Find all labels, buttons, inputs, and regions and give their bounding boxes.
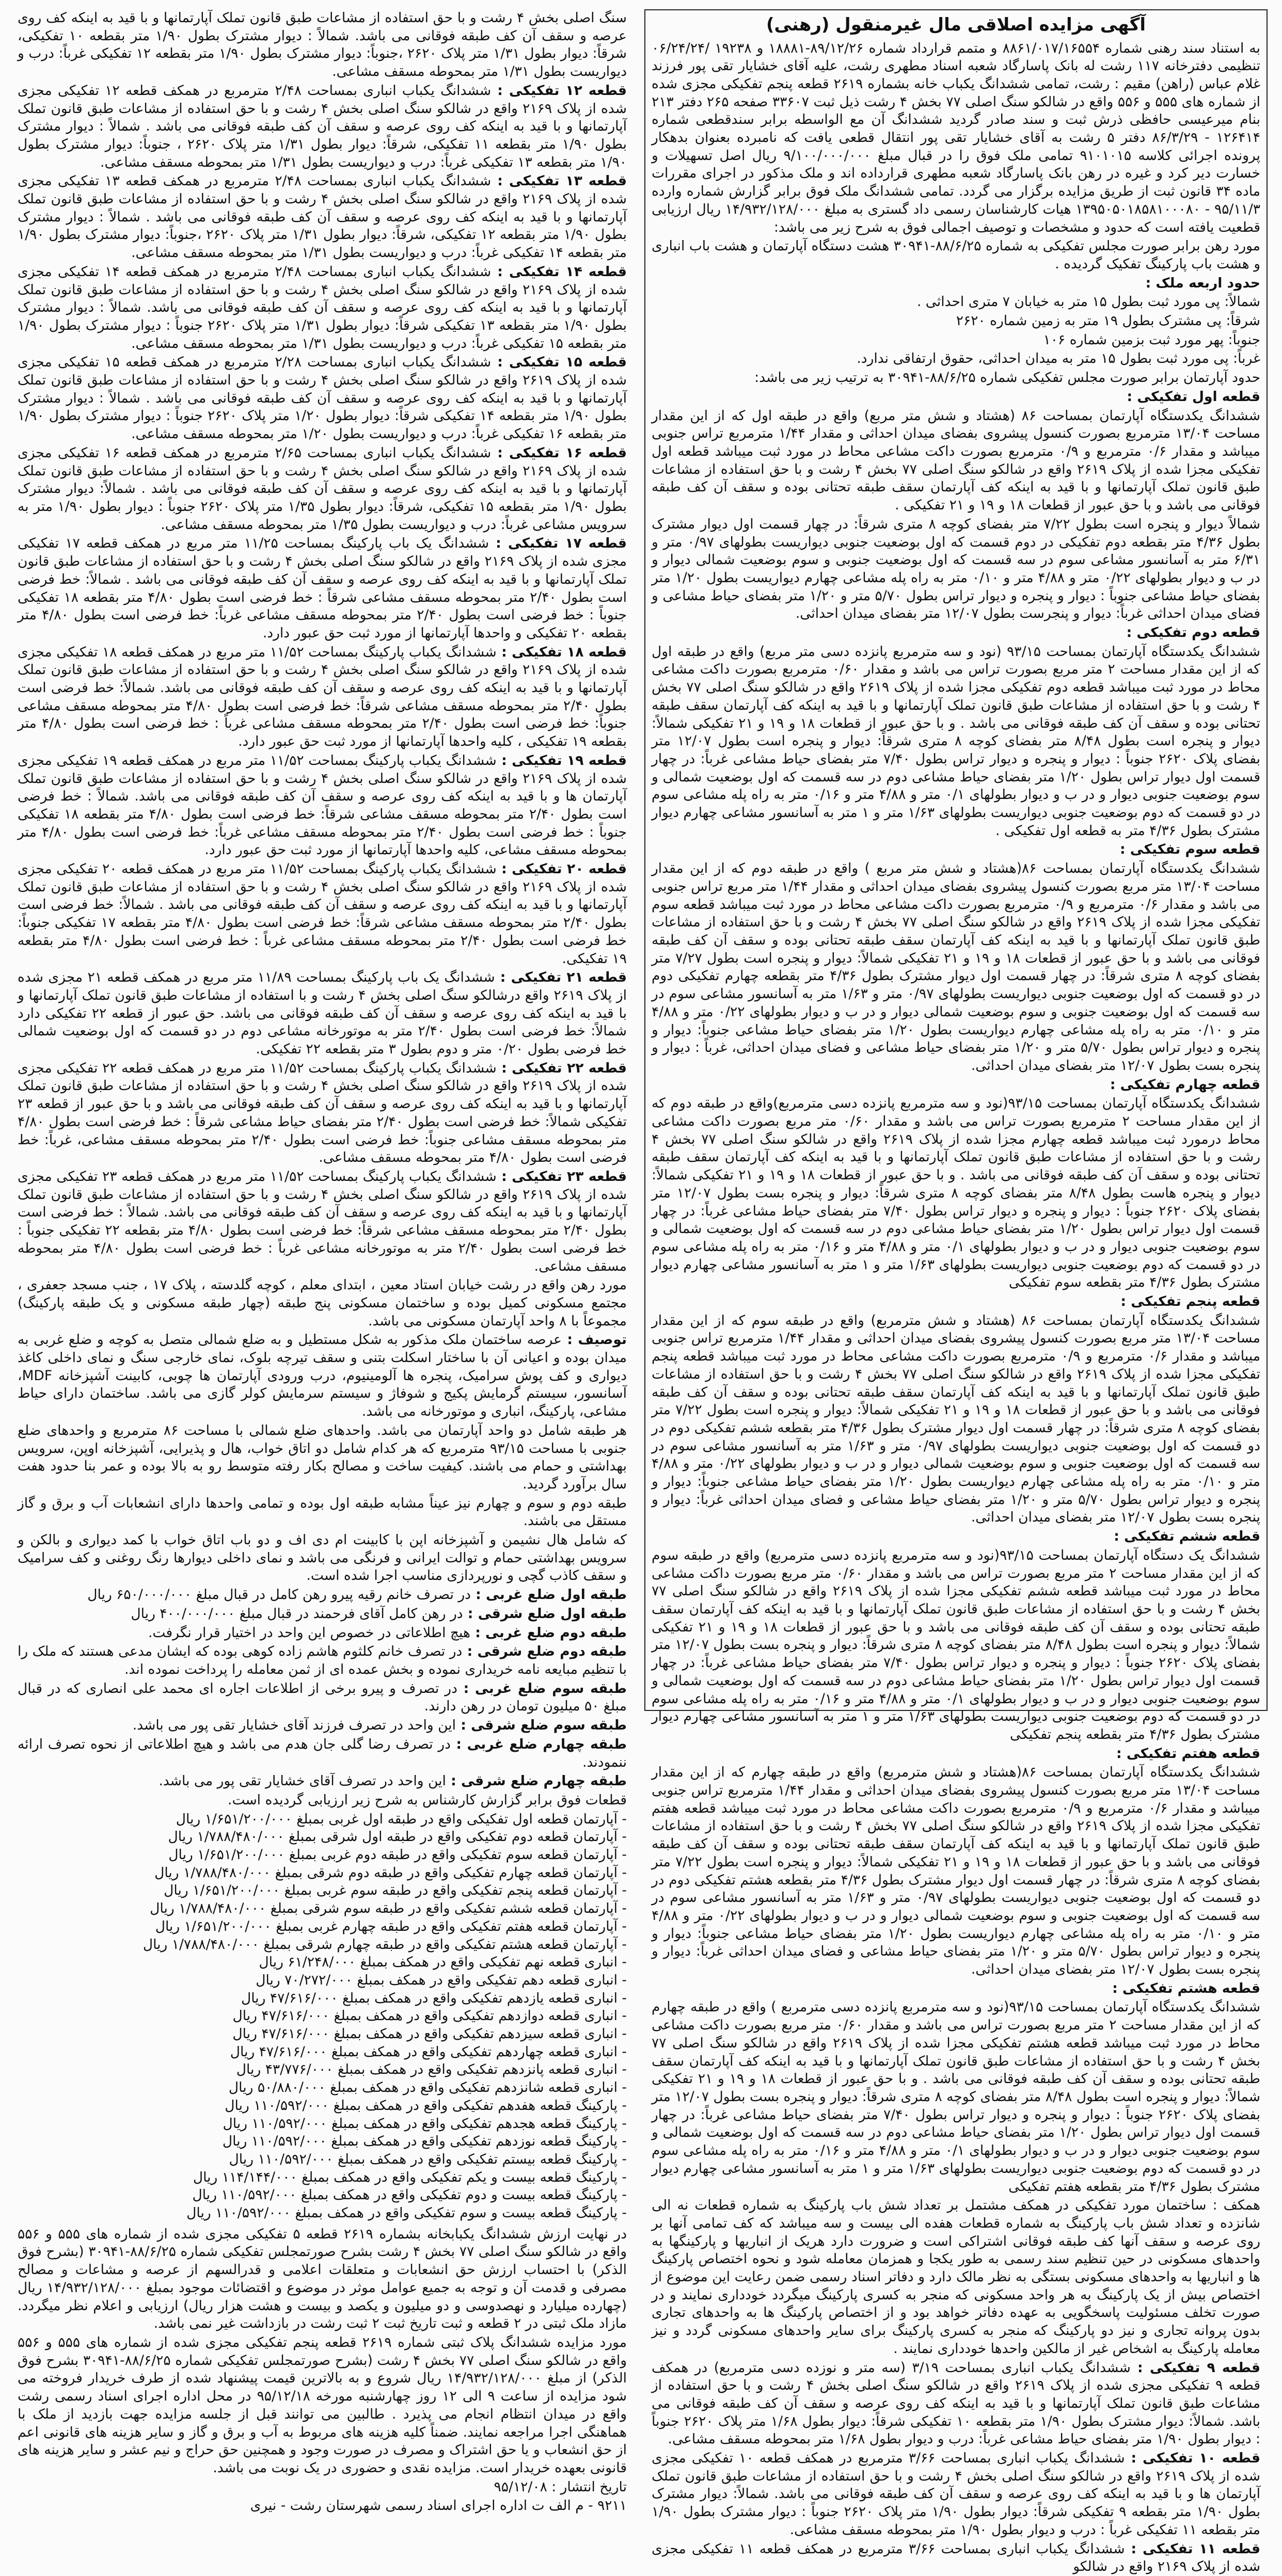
price-item: - پارکینگ قطعه بیست و یکم تفکیکی واقع در همکف بمبلغ ۱۱۴/۱۴۴/۰۰۰ ریال [193,2169,627,2185]
price-item: - آپارتمان قطعه اول تفکیکی واقع در طبقه اول غربی بمبلغ ۱/۶۵۱/۲۰۰/۰۰۰ ریال [176,1811,627,1827]
section-paragraph [652,2540,1260,2576]
section-heading: قطعه ۱۲ تفکیکی : [491,82,627,99]
section-text: ششدانگ یکباب انباری بمساحت ۲/۴۸ مترمربع در همکف قطعه ۱۴ تفکیکی مجزی شده از پلاک ۲۱۶۹ واقع در شالکو سنگ اصلی بخش ۴ رشت و با حق استفاده از مشاعات طبق قانون تملک آپارتمانها و با قید به اینکه کف روی عرصه و سقف آن کف طبقه فوقانی می باشد. شمالاً : دیوار مشترک بطول ۱/۹۰ متر بقطعه ۱۳ تفکیکی شرقاً: دیوار بطول ۱/۳۱ متر پلاک ۲۶۲۰ جنوباً : دیوار مشترک بطول ۱/۹۰ متر بقطعه ۱۵ تفکیکی غرباً: درب و دیواریست بطول ۱/۳۱ متر بمحوطه مسقف مشاعی. [18,263,627,351]
price-item: - پارکینگ قطعه بیست و سوم تفکیکی واقع در همکف بمبلغ ۱۱۰/۵۹۲/۰۰۰ ریال [186,2205,627,2221]
section-heading: قطعه ۲۱ تفکیکی : [495,969,627,986]
section-heading: طبقه سوم ضلع شرقی : [456,1717,627,1734]
paragraph: جنوباً: پهر مورد ثبت بزمین شماره ۱۰۶ [1043,331,1260,348]
price-item: - آپارتمان قطعه چهارم تفکیکی واقع در طبقه دوم شرقی بمبلغ ۱/۷۸۸/۴۸۰/۰۰۰ ریال [154,1864,627,1881]
section-heading: طبقه دوم ضلع شرقی : [462,1643,627,1660]
section-heading: طبقه چهارم ضلع غربی : [450,1736,627,1752]
section-heading: توصیف : [561,1332,627,1348]
section-text: این واحد در تصرف آقای خشایار تقی پور می باشد. [159,1773,446,1789]
page-title: آگهی مزایده اصلاقی مال غیرمنقول (رهنی) [766,14,1146,35]
paragraph: به استناد سند رهنی شماره ۸۸۶۱/۰۱۷/۱۶۵۵۴ و متمم قرارداد شماره ۸۹/۱۲/۲۶-۱۸۸۸۱ و ۱۹۲۳۸ /۰۶/۲۴/۲۴ تنظیمی دفترخانه ۱۱۷ رشت له بانک پاسارگاد شعبه اسناد مطهری رشت، علیه آقای خشایار تقی پور فرزند غلام عباس (راهن) مقیم : رشت، تمامی ششدانگ یکباب خانه بشماره ۲۶۱۹ قطعه پنجم تفکیکی مجزی شده از شماره های ۵۵۵ و ۵۵۶ واقع در شالکو سنگ اصلی ۷۷ بخش ۴ رشت ذیل ثبت ۳۳۶۰۷ صفحه ۲۶۵ دفتر ۲۱۳ بنام میرعیسی حافظی ذرش ثبت و سند صادر گردید ششدانگ آن مع الواسطه برابر سندقطعی شماره ۱۲۶۴۱۴ - ۸۶/۳/۲۹ دفتر ۵ رشت به آقای خشایار تقی پور انتقال قطعی یافت که نامبرده بعنوان بدهکار پرونده اجرائی کلاسه ۹۱۰۱۰۱۵ تمامی ملک فوق را در قبال مبلغ ۹/۱۰۰/۰۰۰/۰۰۰ ریال اصل تسهیلات و خسارت دیر کرد و غیره در رهن بانک پاسارگاد شعبه مطهری قرارداده اند و ملک مذکور در اجرای مقررات ماده ۳۴ قانون ثبت از طریق مزایده برگزار می گردد. تمامی ششدانگ ملک فوق برابر گزارش شماره وارده ۹۵/۱۱/۳ - ۱۳۹۵۰۵۰۱۸۵۸۱۰۰۰۸۰ هیات کارشناسان رسمی داد گستری به مبلغ ۱۴/۹۳۲/۱۲۸/۰۰۰ ریال ارزیابی قطعیت یافته است که حدود و مشخصات و توصیف اجمالی فوق به شرح زیر می باشد: [652,40,1260,235]
section-text: ششدانگ یکباب پارکینگ بمساحت ۱۱/۵۲ متر مربع در همکف قطعه ۱۸ تفکیکی مجزی شده از پلاک ۲۱۶۹ واقع در شالکو سنگ اصلی بخش ۴ رشت و با حق استفاده از مشاعات طبق قانون تملک آپارتمانها و با قید به اینکه کف روی عرصه و سقف آن کف طبقه فوقانی می باشد. شمالاً: خط فرضی است بطول ۲/۴۰ متر بمحوطه مسقف مشاعی شرقاً: خط فرضی است بطول ۴/۸۰ متر بمحوطه مسقف مشاعی جنوباً: خط فرضی است بطول ۲/۴۰ متر بمحوطه مسقف مشاعی غرباً : خط فرضی است بطول ۴/۸۰ متر بقطعه ۱۹ تفکیکی ، کلیه واحدها آپارتمانها از مورد ثبت حق عبور دارد. [18,644,627,750]
paragraph: که شامل هال نشیمن و آشپزخانه اپن با کابینت ام دی اف و دو باب اتاق خواب با کمد دیواری و بالکن و سرویس بهداشتی حمام و توالت ایرانی و فرنگی می باشد و نمای داخلی دیوارها رنگ روغنی و کف سرامیک و سقف کاذب گچی و نورپردازی مناسب اجرا شده است. [18,1532,627,1584]
section-text: ششدانگ یکباب انباری بمساحت ۲/۲۸ مترمربع در همکف قطعه ۱۵ تفکیکی مجزی شده از پلاک ۲۶۱۹ واقع در شالکو سنگ اصلی بخش ۴ رشت و با حق استفاده از مشاعات طبق قانون تملک آپارتمانها و با قید به اینکه کف روی عرصه و سقف آن کف طبقه فوقانی می باشد . شمالاً : دیوار مشترک بطول ۱/۹۰ متر بقطعه ۱۴ تفکیکی شرقاً: دیوار بطول ۱/۲۰ متر پلاک ۲۶۲۰ جنوباً : دیوار مشترک بطول ۱/۹۰ متر بقطعه ۱۶ تفکیکی غرباً: درب و دیواریست بطول ۱/۲۰ متر بمحوطه مسقف مشاعی. [18,354,627,442]
section-paragraph [18,1717,627,1735]
section-text: ششدانگ یکباب انباری بمساحت ۲/۴۸ مترمربع در همکف قطعه ۱۳ تفکیکی مجزی شده از پلاک ۲۱۶۹ واقع در شالکو سنگ اصلی بخش ۴ رشت و با حق استفاده از مشاعات طبق قانون تملک آپارتمانها و با قید به اینکه کف روی عرصه و سقف آن کف طبقه فوقانی می باشد . شمالاً : دیوار مشترک بطول ۱/۹۰ متر بقطعه ۱۲ تفکیکی، شرقاً: دیوار بطول ۱/۳۱ متر پلاک ۲۶۲۰ ،جنوباً: دیوار مشترک بطول ۱/۹۰ متر بقطعه ۱۴ تفکیکی غرباً: درب و دیواریست بطول ۱/۳۱ متر بمحوطه مسقف مشاعی. [18,173,627,261]
price-item: - پارکینگ قطعه بیست و دوم تفکیکی واقع در همکف بمبلغ ۱۱۰/۵۹۲/۰۰۰ ریال [192,2187,627,2203]
paragraph: ششدانگ یکدستگاه آپارتمان بمساحت ۹۳/۱۵(نود و سه مترمربع پانزده دسی مترمربع ) واقع در طبقه چهارم که از این مقدار مساحت ۲ متر مربع بصورت تراس می باشد و مقدار ۰/۶۰ متر مربع بصورت داکت مشاعی محاط در مورد ثبت میباشد قطعه هشتم تفکیکی مجزا شده از پلاک ۲۶۱۹ واقع در شالکو سنگ اصلی ۷۷ بخش ۴ رشت و با حق استفاده از مشاعات طبق قانون تملک آپارتمانها و با قید به اینکه کف آپارتمان سقف طبقه تحتانی بوده و سقف آن کف طبقه فوقانی می باشد . و با حق عبور از قطعات ۱۸ و ۱۹ و ۲۱ تفکیکی شمالاً: دیوار و پنجره است بطول ۸/۴۸ متر بفضای کوچه ۸ متری شرقاً: دیوار و پنجره بست بطول ۱۲/۰۷ متر بفضای پلاک ۲۶۲۰ جنوباً : دیوار و پنجره و دیوار تراس بطول ۷/۴۰ متر بفضای حیاط مشاعی غرباً: در چهار قسمت اول دیوار تراس بطول ۱/۲۰ متر بفضای حیاط مشاعی دوم در سه قسمت که اول بوضعیت شمالی و سوم بوضعیت جنوبی دیوار و در ب و دیوار بطولهای ۰/۱ متر و ۴/۸۸ متر و ۰/۱۶ متر به راه پله مشاعی سوم در دو قسمت که دوم بوضعیت جنوبی دیواریست بطولهای ۱/۶۳ متر و ۱ متر به آسانسور مشاعی چهارم دیوار مشترک بطول ۴/۳۶ متر بقطعه هفتم تفکیکی [652,1999,1261,2195]
section-text: هیچ اطلاعاتی در خصوص این واحد در اختیار قرار نگرفت. [148,1624,470,1641]
section-paragraph [18,1736,627,1771]
paragraph: مورد مزایده ششدانگ پلاک ثبتی شماره ۲۶۱۹ قطعه پنجم تفکیکی مجزی شده از شماره های ۵۵۵ و ۵۵۶ واقع در شالکو سنگ اصلی ۷۷ بخش ۴ رشت (بشرح صورتمجلس تفکیکی شماره ۸۸/۶/۲۵-۳۰۹۴۱ بشرح فوق الذکر) از مبلغ ۱۴/۹۳۲/۱۲۸/۰۰۰ ریال شروع و به بالاترین قیمت پیشنهاد شده از طرف خریدار فروخته می شود مزایده از ساعت ۹ الی ۱۲ روز چهارشنبه مورخه ۹۵/۱۲/۱۸ در محل اداره اجرای اسناد رسمی رشت واقع در میدان انتظام انجام می پذیرد . طالبین می توانند قبل از جلسه مزایده جهت بازدید از ملک با هماهنگی اجرا مراجعه نمایند. ضمناً کلیه هزینه های مربوط به آب و برق و گاز و سایر هزینه های قانونی اعم از حق انشعاب و یا حق اشتراک و مصرف در صورت وجود و همچنین حق حراج و نیم عشر و سایر هزینه های قانونی بعهده خریدار است. مزایده نقدی و حضوری در یک نوبت می باشد. [18,2334,627,2476]
section-heading: طبقه سوم ضلع غربی : [457,1680,627,1697]
section-paragraph [18,1643,627,1678]
section-paragraph [18,1680,627,1716]
section-paragraph [18,82,627,172]
section-paragraph [18,1624,627,1642]
section-paragraph [18,860,627,968]
paragraph: همکف : ساختمان مورد تفکیکی در همکف مشتمل بر تعداد شش باب پارکینگ به شماره قطعات نه الی شانزده و تعداد شش باب پارکینگ به شماره قطعات هفده الی بیست و سه میباشد که کف تمامی آنها بر روی عرصه و سقف آنها کف طبقه فوقانی اشتراکی است و ضرورت دارد هریک از انباریها و پارکینگها به واحدهای مسکونی در حین تنظیم سند رسمی به طور یکجا و همزمان معامله شود و نحوه اختصاص پارکینگ ها و انباریها به واحدهای مسکونی بستگی به نظر مالک دارد و دفاتر اسناد رسمی ضمن رعایت این موضوع از اختصاص بیش از یک پارکینگ به هر واحد مسکونی که منجر به کسری پارکینگ میگردد خودداری نمایند و در صورت تخلف مسئولیت پاسخگویی به عهده دفاتر خواهد بود و از اختصاص پارکینگ ها به واحدهای تجاری بدون پروانه تجاری و نیز دو پارکینگ که منجر به کسری پارکینگ برای سایر واحدهای مسکونی گردد و نیز معامله پارکینگ به اشخاص غیر از مالکین واحدها خودداری نمایند . [652,2197,1260,2357]
paragraph: ششدانگ یکدستگاه آپارتمان بمساحت ۹۳/۱۵ (نود و سه مترمربع پانزده دسی متر مربع) واقع در طبقه اول که از این مقدار مساحت ۲ متر مربع بصورت تراس می باشد و مقدار ۰/۶۰ مترمربع بصورت داکت مشاعی محاط در مورد ثبت میباشد قطعه دوم تفکیکی مجزا شده از پلاک ۲۶۱۹ واقع در شالکو سنگ اصلی ۷۷ بخش ۴ رشت و با حق استفاده از مشاعات طبق قانون تملک آپارتمانها و با قید به اینکه کف آپارتمان سقف طبقه تحتانی بوده و سقف آن کف طبقه فوقانی می باشد . و با حق عبور از قطعات ۱۸ و ۱۹ و ۲۱ تفکیکی شمالاً: دیوار و پنجره است بطول ۸/۴۸ متر بفضای کوچه ۸ متری شرقاً: دیوار و پنجره است بطول ۱۲/۰۷ متر بفضای پلاک ۲۶۲۰ جنوباً : دیوار و پنجره و دیوار تراس بطول ۷/۴۰ متر بفضای حیاط مشاعی غرباً: در چهار قسمت اول دیوار تراس بطول ۱/۲۰ متر بفضای حیاط مشاعی دوم در سه قسمت که اول بوضعیت شمالی و سوم بوضعیت جنوبی دیوار و در ب و دیوار بطولهای ۰/۱ متر و ۴/۸۸ متر و ۰/۱۶ متر به راه پله مشاعی سوم در دو قسمت که دوم بوضعیت جنوبی دیواریست بطولهای ۱/۶۳ متر و ۱ متر به آسانسور مشاعی چهارم دیوار مشترک بطول ۴/۳۶ متر به قطعه اول تفکیکی . [652,643,1261,839]
paragraph: طبقه دوم و سوم و چهارم نیز عیناً مشابه طبقه اول بوده و تمامی واحدها دارای انشعابات آب و برق و گاز مستقل می باشند. [18,1495,627,1529]
section-paragraph [18,1168,627,1275]
section-heading: قطعه ۲۲ تفکیکی : [496,1060,627,1076]
section-paragraph [18,172,627,262]
paragraph: شرقاً: پی مشترک بطول ۱۹ متر به زمین شماره ۲۶۲۰ [956,313,1260,329]
section-heading: قطعه سوم تفکیکی : [1119,841,1260,858]
price-item: - آپارتمان قطعه سوم تفکیکی واقع در طبقه دوم غربی بمبلغ ۱/۶۵۱/۲۰۰/۰۰۰ ریال [168,1847,627,1863]
section-heading: حدود اربعه ملک : [1145,275,1260,291]
section-heading: قطعه ۱۳ تفکیکی : [491,173,627,189]
section-text: ششدانگ یکباب انباری بمساحت ۳/۶۶ مترمربع در همکف قطعه ۱۱ تفکیکی مجزی شده از پلاک ۲۱۶۹ واقع در شالکو [652,2540,1260,2575]
price-item: - پارکینگ قطعه بیستم تفکیکی واقع در همکف بمبلغ ۱۱۰/۵۹۲/۰۰۰ ریال [229,2151,627,2167]
section-heading: قطعه ۹ تفکیکی : [1130,2359,1261,2376]
paragraph: قطعات فوق برابر گزارش کارشناس به شرح زیر ارزیابی گردیده است. [228,1791,627,1808]
section-paragraph [18,1331,627,1421]
section-text: در تصرف رضا گلی جان هدم می باشد و هیچ اطلاعاتی از نحوه تصرف ارائه ننمودند. [18,1736,627,1770]
paragraph: شمالاً: پی مورد ثبت بطول ۱۵ متر به خیابان ۷ متری احداثی . [916,294,1260,310]
section-heading: قطعه هشتم تفکیکی : [1112,1980,1260,1996]
section-paragraph [18,644,627,751]
paragraph: هر طبقه شامل دو واحد آپارتمان می باشد. واحدهای ضلع شمالی با مساحت ۸۶ مترمربع و واحدهای ضلع جنوبی با مساحت ۹۳/۱۵ مترمربع که هر کدام شامل دو اتاق خواب، هال و پذیرایی، آشپزخانه اوپن، سرویس بهداشتی و حمام می باشند. کیفیت ساخت و مصالح بکار رفته متوسط رو به بالا بوده و عمر بنا حدود هفت سال برآورد گردید. [18,1422,627,1492]
section-paragraph [652,2359,1260,2449]
section-text: در تصرف خانم کلثوم هاشم زاده کوهی بوده که ایشان مدعی هستند که ملک را با تنظیم مبایعه نامه خریداری نموده و بخش عمده ای از ثمن معامله را پرداخت نموده اند. [18,1643,627,1677]
section-paragraph [18,354,627,443]
section-heading: قطعه ۱۵ تفکیکی : [491,354,627,371]
section-paragraph [18,1772,627,1790]
price-list [18,1811,627,2222]
paragraph: تاریخ انتشار : ۹۵/۱۲/۰۸ [494,2478,627,2495]
paragraph: حدود آپارتمان برابر صورت مجلس تفکیکی شماره ۸۸/۶/۲۵-۳۰۹۴۱ به ترتیب زیر می باشد: [754,370,1260,386]
section-text: ششدانگ یکباب پارکینگ بمساحت ۱۱/۵۲ متر مربع در همکف قطعه ۲۰ تفکیکی مجزی شده از پلاک ۲۱۶۹ واقع در شالکو سنگ اصلی بخش ۴ رشت و با حق استفاده از مشاعات طبق قانون تملک آپارتمانها و با قید به اینکه کف روی عرصه و سقف آن کف طبقه فوقانی می باشد . شمالاً: خط فرضی است بطول ۲/۴۰ متر بمحوطه مسقف مشاعی شرقاً: خط فرضی است بطول ۴/۸۰ متر بقطعه ۱۷ تفکیکی جنوباً: خط فرضی است بطول ۲/۴۰ متر بمحوطه مسقف مشاعی غرباً : خط فرضی است بطول ۴/۸۰ متر بقطعه ۱۹ تفکیکی. [18,861,627,967]
paragraph: ششدانگ یکدستگاه آپارتمان بمساحت ۸۶(هشتاد و شش متر مربع ) واقع در طبقه دوم که از این مقدار مساحت ۱۳/۰۴ متر مربع بصورت کنسول پیشروی بفضای میدان احداثی و مقدار ۱/۴۴ متر مربع تراس جنوبی می باشد و مقدار ۰/۶ مترمربع و ۰/۹ مترمربع بصورت داکت مشاعی محاط در مورد ثبت میباشد قطعه سوم تفکیکی مجزا شده از پلاک ۲۶۱۹ واقع در شالکو سنگ اصلی ۷۷ بخش ۴ رشت و با حق استفاده از مشاعات طبق قانون تملک آپارتمانها و با قید به اینکه کف آپارتمان سقف طبقه تحتانی بوده و سقف آن کف طبقه فوقانی می باشد و با حق عبور از قطعات ۱۸ و ۱۹ و ۲۱ تفکیکی شمالاً: دیوار و پنجره است بطول ۷/۲۷ متر بفضای کوچه ۸ متری شرقاً: در چهار قسمت اول دیوار مشترک بطول ۴/۳۶ متر بقطعه چهارم تفکیکی دوم در دو قسمت که اول بوضعیت جنوبی دیواریست بطولهای ۰/۹۷ متر و ۱/۶۳ متر به آسانسور مشاعی سوم در سه قسمت که اول بوضعیت جنوبی و سوم بوضعیت شمالی دیوار و در ب و دیوار بطولهای ۰/۲۲ متر و ۴/۸۸ متر و ۰/۱۰ متر به راه پله مشاعی چهارم دیواریست بطول ۱/۲۰ متر بفضای حیاط مشاعی جنوباً: دیوار و پنجره و دیوار تراس بطول ۵/۷۰ متر و ۱/۲۰ متر بفضای حیاط مشاعی و فضای میدان احداثی، غرباً : دیوار و پنجره بست بطول ۱۲/۰۷ متر بفضای میدان احداثی. [652,860,1260,1074]
section-text: در تصرف و پیرو برخی از اطلاعات اجاره ای محمد علی انصاری که در قبال مبلغ ۵۰ میلیون تومان در رهن دارند. [18,1680,627,1715]
section-heading: قطعه چهارم تفکیکی : [1110,1076,1260,1093]
price-item: - انباری قطعه دوازدهم تفکیکی واقع در همکف بمبلغ ۴۷/۶۱۶/۰۰۰ ریال [232,2008,627,2024]
columns [14,9,1268,2575]
section-heading: طبقه اول ضلع شرقی : [463,1605,627,1622]
section-paragraph [18,1586,627,1604]
closing-section [18,2226,627,2515]
section-heading: قطعه ۱۹ تفکیکی : [496,752,627,769]
section-heading: قطعه پنجم تفکیکی : [1120,1293,1260,1310]
price-item: - پارکینگ قطعه هفدهم تفکیکی واقع در همکف بمبلغ ۱۱۰/۵۹۲/۰۰۰ ریال [225,2097,627,2114]
section-heading: قطعه هفتم تفکیکی : [1116,1745,1260,1762]
section-paragraph [18,444,627,534]
section-paragraph [18,1060,627,1167]
section-heading: طبقه چهارم ضلع شرقی : [446,1773,627,1789]
price-item: - انباری قطعه پانزدهم تفکیکی واقع در همکف بمبلغ ۴۳/۷۷۶/۰۰۰ ریال [236,2061,627,2078]
right-column-body [652,40,1260,2576]
section-paragraph [18,969,627,1059]
section-heading: قطعه اول تفکیکی : [1127,388,1260,405]
price-item: - پارکینگ قطعه هجدهم تفکیکی واقع در همکف بمبلغ ۱۱۰/۵۹۲/۰۰۰ ریال [223,2115,627,2132]
paragraph: ششدانگ یک دستگاه آپارتمان بمساحت ۹۳/۱۵(نود و سه مترمربع پانزده دسی مترمربع) واقع در طبقه سوم که از این مقدار مساحت ۲ متر مربع بصورت تراس می باشد و مقدار ۰/۶۰ متر مربع بصورت داکت مشاعی محاط در مورد ثبت میباشد قطعه ششم تفکیکی مجزا شده از پلاک ۲۶۱۹ واقع در شالکو سنگ اصلی ۷۷ بخش ۴ رشت و با حق استفاده از مشاعات طبق قانون تملک آپارتمانها و با قید به اینکه کف آپارتمان سقف طبقه تحتانی بوده و سقف آن کف طبقه فوقانی می باشد و با حق عبور از قطعات ۱۸ و ۱۹ و ۲۱ تفکیکی شمالاً: دیوار و پنجره است بطول ۸/۴۸ متر بفضای کوچه ۸ متری شرقاً: دیوار و پنجره بست بطول ۱۲/۰۷ متر بفضای پلاک ۲۶۲۰ جنوباً : دیوار و پنجره و دیوار تراس بطول ۷/۴۰ متر بفضای حیاط مشاعی غرباً: در چهار قسمت اول دیوار تراس بطول ۱/۲۰ متر بفضای حیاط مشاعی دوم در سه قسمت که اول بوضعیت شمالی و سوم بوضعیت جنوبی دیوار و در ب و دیوار بطولهای ۰/۱ متر و ۴/۸۸ متر و ۰/۱۶ متر به راه پله مشاعی سوم در دو قسمت که دوم بوضعیت جنوبی دیواریست بطولهای ۱/۶۳ متر و ۱ متر به آسانسور مشاعی چهارم دیوار مشترک بطول ۴/۳۶ متر بقطعه پنجم تفکیکی [652,1547,1261,1742]
price-item: - آپارتمان قطعه هشتم تفکیکی واقع در طبقه چهارم شرقی بمبلغ ۱/۷۸۸/۴۸۰/۰۰۰ ریال [143,1936,627,1953]
right-column [644,9,1268,2575]
paragraph: ششدانگ یکدستگاه آپارتمان بمساحت ۸۶ (هشتاد و شش متر مربع) واقع در طبقه اول که از این مقدار مساحت ۱۳/۰۴ مترمربع بصورت کنسول پیشروی بفضای میدان احداثی و مقدار ۱/۴۴ مترمربع تراس جنوبی میباشد و مقدار ۰/۶ مترمربع و ۰/۹ مترمربع بصورت داکت مشاعی محاط در مورد ثبت میباشد قطعه اول تفکیکی مجزا شده از پلاک ۲۶۱۹ واقع در شالکو سنگ اصلی ۷۷ بخش ۴ رشت و با حق استفاده از مشاعات طبق قانون تملک آپارتمانها و با قید به اینکه کف آپارتمان سقف طبقه تحتانی بوده و سقف آن کف طبقه فوقانی می باشد و با حق عبور از قطعات ۱۸ و ۱۹ و ۲۱ تفکیکی . [652,407,1260,514]
section-text: ششدانگ یک باب پارکینگ بمساحت ۱۱/۸۹ متر مربع در همکف قطعه ۲۱ مجزی شده از پلاک ۲۶۱۹ واقع درشالکو سنگ اصلی بخش ۴ رشت و با استفاده از مشاعات طبق قانون تملک آپارتمانها و با قید به اینکه کف روی عرصه و سقف آن کف طبقه فوقانی می باشد. حق عبور از قطعه ۲۲ تفکیکی دارد شمالاً: خط فرضی است بطول ۲/۴۰ متر به موتورخانه مشاعی دوم در دو قسمت که اول بوضعیت شمالی خط فرضی بطول ۰/۲۰ متر و دوم بطول ۳ متر بقطعه ۲۲ تفکیکی. [18,969,627,1058]
paragraph: ششدانگ یکدستگاه آپارتمان بمساحت ۹۳/۱۵(نود و سه مترمربع پانزده دسی مترمربع)واقع در طبقه دوم که از این مقدار مساحت ۲ مترمربع بصورت تراس می باشد و مقدار ۰/۶۰ متر مربع بصورت داکت مشاعی محاط درمورد ثبت میباشد قطعه چهارم مجزا شده از پلاک ۲۶۱۹ واقع در شالکو سنگ اصلی ۷۷ بخش ۴ رشت و با حق استفاده از مشاعات طبق قانون تملک آپارتمانها و با قید به اینکه کف آپارتمان سقف طبقه تحتانی بوده و سقف آن کف طبقه فوقانی می باشد . و با حق عبور از قطعات ۱۸ و ۱۹ و ۲۱ تفکیکی شمالاً: دیوار و پنجره هاست بطول ۸/۴۸ متر بفضای کوچه ۸ متری شرقاً: دیوار و پنجره بست بطول ۱۲/۰۷ متر بفضای پلاک ۲۶۲۰ جنوباً : دیوار و پنجره و دیوار تراس بطول ۷/۴۰ متر بفضای حیاط مشاعی غرباً: در چهار قسمت اول دیوار تراس بطول ۱/۲۰ متر بفضای حیاط مشاعی دوم در سه قسمت که اول بوضعیت شمالی و سوم بوضعیت جنوبی دیوار و در ب و دیوار بطولهای ۰/۱ متر و ۴/۸۸ متر و ۰/۱۶ متر به راه پله مشاعی سوم در دو قسمت که دوم بوضعیت جنوبی دیواریست بطولهای ۱/۶۳ متر و ۱ متر به آسانسور مشاعی چهارم دیوار مشترک بطول ۴/۳۶ متر بقطعه سوم تفکیکی [652,1095,1261,1291]
price-item: - انباری قطعه شانزدهم تفکیکی واقع در همکف بمبلغ ۵۰/۸۸۰/۰۰۰ ریال [228,2079,627,2096]
section-heading: قطعه ۲۰ تفکیکی : [496,861,627,877]
section-text: ششدانگ یکباب پارکینگ بمساحت ۱۱/۵۲ متر مربع در همکف قطعه ۲۲ تفکیکی مجزی شده از پلاک ۲۶۱۹ واقع در شالکو سنگ اصلی بخش ۴ رشت و با حق استفاده از مشاعات طبق قانون تملک آپارتمانها و با قید به اینکه کف روی عرصه و سقف آن کف طبقه فوقانی می باشد و با حق عبور از قطعه ۲۳ تفکیکی شمالاً: خط فرضی است بطول ۲/۴۰ متر بفضای حیاط مشاعی شرقاً : خط فرضی است بطول ۴/۸۰ متر بمحوطه مسقف مشاعی جنوباً: خط فرضی است بطول ۲/۴۰ متر بمحوطه مسقف مشاعی، غرباً: خط فرضی است بطول ۴/۸۰ متر بمحوطه مسقف مشاعی. [18,1060,627,1166]
section-heading: قطعه ۱۱ تفکیکی : [1125,2540,1260,2557]
section-text: ششدانگ یکباب پارکینگ بمساحت ۱۱/۵۲ متر مربع در همکف قطعه ۲۳ تفکیکی مجزی شده از پلاک ۲۶۱۹ واقع در شالکو سنگ اصلی بخش ۴ رشت و با حق استفاده از مشاعات طبق قانون تملک آپارتمانها و با قید به اینکه کف روی عرصه و سقف آن کف طبقه فوقانی می باشد. شمالاً : خط فرضی است بطول ۲/۴۰ متر بمحوطه مسقف مشاعی شرقاً: خط فرضی است بطول ۴/۸۰ متر بقطعه ۲۲ تفکیکی جنوباً : خط فرضی است بطول ۲/۴۰ متر به موتورخانه مشاعی غرباً : خط فرضی است بطول ۴/۸۰ متر بمحوطه مسقف مشاعی. [18,1169,627,1274]
paragraph: سنگ اصلی بخش ۴ رشت و با حق استفاده از مشاعات طبق قانون تملک آپارتمانها و با قید به اینکه کف روی عرصه و سقف آن کف طبقه فوقانی می باشد. شمالاً : دیوار مشترک بطول ۱/۹۰ متر بقطعه ۱۰ تفکیکی، شرقاً: دیوار بطول ۱/۳۱ متر پلاک ۲۶۲۰ ،جنوباً: دیوار مشترک بطول ۱/۹۰ متر بقطعه ۱۲ تفکیکی غرباً: درب و دیواریست بطول ۱/۳۱ متر بمحوطه مسقف مشاعی. [18,10,627,80]
paragraph: ششدانگ یکدستگاه آپارتمان بمساحت ۸۶(هشتاد و شش مترمربع) واقع در طبقه چهارم که از این مقدار مساحت ۱۳/۰۴ متر مربع بصورت کنسول پیشروی بفضای میدان احداثی و مقدار ۱/۴۴ مترمربع تراس جنوبی میباشد و مقدار ۰/۶ مترمربع و ۰/۹ مترمربع بصورت داکت مشاعی محاط در مورد ثبت میباشد قطعه هفتم تفکیکی مجزا شده از پلاک ۲۶۱۹ واقع در شالکو سنگ اصلی ۷۷ بخش ۴ رشت و با حق استفاده از مشاعات طبق قانون تملک آپارتمانها و با قید به اینکه کف آپارتمان سقف طبقه تحتانی بوده و سقف آن کف طبقه فوقانی می باشد و با حق عبور از قطعات ۱۸ و ۱۹ و ۲۱ تفکیکی شمالاً: دیوار و پنجره است بطول ۷/۲۲ متر بفضای کوچه ۸ متری شرقاً: در چهار قسمت اول دیوار مشترک بطول ۴/۳۶ متر بقطعه هشتم تفکیکی دوم در دو قسمت که اول بوضعیت جنوبی دیواریست بطولهای ۰/۹۷ متر و ۱/۶۳ متر به آسانسور مشاعی سوم در سه قسمت که اول بوضعیت جنوبی و سوم بوضعیت شمالی دیوار و در ب و دیوار بطولهای ۰/۲۲ متر و ۴/۸۸ متر و ۰/۱۰ متر به راه پله مشاعی چهارم دیواریست بطول ۱/۲۰ متر بفضای حیاط مشاعی جنوباً: دیوار و پنجره و دیوار تراس بطول ۵/۷۰ متر و ۱/۲۰ متر بفضای حیاط مشاعی و فضای میدان احداثی غرباً: دیوار و پنجره بست بطول ۱۲/۰۷ متر بفضای میدان احداثی. [652,1764,1261,1978]
price-item: - آپارتمان قطعه پنجم تفکیکی واقع در طبقه سوم غربی بمبلغ ۱/۶۵۱/۲۰۰/۰۰۰ ریال [164,1882,627,1899]
section-text: این واحد در تصرف فرزند آقای خشایار تقی پور می باشد. [132,1717,456,1734]
section-text: ششدانگ یکباب انباری بمساحت ۲/۶۵ مترمربع در همکف قطعه ۱۶ تفکیکی مجزی شده از پلاک ۲۱۶۹ واقع در شالکو سنگ اصلی بخش ۴ رشت و با حق استفاده از مشاعات طبق قانون تملک آپارتمانها و با قید به اینکه کف روی عرصه و سقف آن کف طبقه فوقانی می باشد . شمالاً: دیوار مشترک بطول ۱/۹۰ متر بقطعه ۱۵ تفکیکی، شرقاً: دیوار بطول ۱/۳۵ متر پلاک ۲۶۲۰ جنوباً : دیوار بطول ۱/۹۰ متر به سرویس مشاعی غرباً: درب و دیواریست بطول ۱/۳۵ متر بمحوطه مسقف مشاعی. [18,444,627,533]
paragraph: ششدانگ یکدستگاه آپارتمان بمساحت ۸۶ (هشتاد و شش مترمربع) واقع در طبقه سوم که از این مقدار مساحت ۱۳/۰۴ متر مربع بصورت کنسول پیشروی بفضای میدان احداثی و مقدار ۱/۴۴ مترمربع تراس جنوبی میباشد و مقدار ۰/۶ مترمربع و ۰/۹ مترمربع بصورت داکت مشاعی محاط در مورد ثبت میباشد قطعه پنجم تفکیکی مجزا شده از پلاک ۲۶۱۹ واقع در شالکو سنگ اصلی ۷۷ بخش ۴ رشت و با حق استفاده از مشاعات طبق قانون تملک آپارتمانها و با قید به اینکه کف آپارتمان سقف طبقه تحتانی بوده و سقف آن کف طبقه فوقانی می باشد و با حق عبور از قطعات ۱۸ و ۱۹ و ۲۱ تفکیکی شمالاً: دیوار و پنجره است بطول ۷/۲۲ متر بفضای کوچه ۸ متری شرقاً: در چهار قسمت اول دیوار مشترک بطول ۴/۳۶ متر بقطعه ششم تفکیکی دوم در دو قسمت که اول بوضعیت جنوبی دیواریست بطولهای ۰/۹۷ متر و ۱/۶۳ متر به آسانسور مشاعی سوم در سه قسمت که اول بوضعیت جنوبی و سوم بوضعیت شمالی دیوار و در ب و دیوار بطولهای ۰/۲۲ متر و ۴/۸۸ متر و ۰/۱۰ متر به راه پله مشاعی چهارم دیواریست بطول ۱/۲۰ متر بفضای حیاط مشاعی جنوباً: دیوار و پنجره و دیوار تراس بطول ۵/۷۰ متر و ۱/۲۰ متر بفضای حیاط مشاعی و فضای میدان احداثی غرباً: دیوار و پنجره بست بطول ۱۲/۰۷ متر بفضای میدان احداثی. [652,1312,1260,1526]
section-heading: قطعه ششم تفکیکی : [1114,1528,1260,1545]
paragraph: شمالاً دیوار و پنجره است بطول ۷/۲۲ متر بفضای کوچه ۸ متری شرقاً: در چهار قسمت اول دیوار مشترک بطول ۴/۳۶ متر بقطعه دوم تفکیکی در دوم قسمت که اول بوضعیت جنوبی دیواریست بطولهای ۰/۹۷ متر و ۶/۳۱ متر به آسانسور مشاعی سوم در سه قسمت که اول بوضعیت جنوبی و سوم بوضعیت شمالی دیوار و در ب و دیوار بطولهای ۰/۲۲ متر و ۴/۸۸ متر و ۰/۱۰ متر به راه پله مشاعی چهارم دیواریست بطول ۱/۲۰ متر بفضای حیاط مشاعی جنوباً : دیوار و پنجره و دیوار تراس بطول ۵/۷۰ متر و ۱/۲۰ متر بفضای حیاط مشاعی و فضای میدان احداثی غرباً: دیوار و پنجرست بطول ۱۲/۰۷ متر بفضای میدان احداثی. [652,516,1261,622]
paragraph: غرباً: پی مورد ثبت بطول ۱۵ متر به میدان احداثی، حقوق ارتفاقی ندارد. [857,350,1260,367]
left-column [14,9,630,2514]
section-heading: قطعه ۲۳ تفکیکی : [496,1169,627,1185]
section-heading: قطعه ۱۴ تفکیکی : [491,263,627,280]
section-paragraph [652,2450,1260,2539]
paragraph: ۹۲۱۱ - م الف ت اداره اجرای اسناد رسمی شهرستان رشت - نیری [250,2498,627,2514]
section-heading: طبقه دوم ضلع غربی : [470,1624,627,1641]
price-item: - آپارتمان قطعه هفتم تفکیکی واقع در طبقه چهارم غربی بمبلغ ۱/۶۵۱/۲۰۰/۰۰۰ ریال [155,1918,627,1934]
price-item: - انباری قطعه یازدهم تفکیکی واقع در همکف بمبلغ ۴۷/۶۱۶/۰۰۰ ریال [241,1990,627,2006]
section-text: در رهن کامل آقای فرحمند در قبال مبلغ ۴۰۰/۰۰۰/۰۰۰ ریال [131,1605,463,1622]
section-paragraph [18,752,627,859]
price-item: - انباری قطعه دهم تفکیکی واقع در همکف بمبلغ ۷۰/۲۷۲/۰۰۰ ریال [256,1972,627,1988]
section-text: ششدانگ یکباب پارکینگ بمساحت ۱۱/۵۲ متر مربع در همکف قطعه ۱۹ تفکیکی مجزی شده از پلاک ۲۱۶۹ واقع در شالکو سنگ اصلی بخش ۴ رشت و با حق استفاده از مشاعات طبق قانون تملک آپارتمان ها و با قید به اینکه کف روی عرصه و سقف آن کف طبقه فوقانی می باشد. شمالاً : خط فرضی است بطول ۲/۴۰ متر بمحوطه مسقف مشاعی شرقاً: خط فرضی است بطول ۴/۸۰ متر بقطعه ۱۸ تفکیکی جنوباً : خط فرضی است بطول ۲/۴۰ متر بمحوطه مسقف مشاعی غرباً: خط فرضی است بطول ۴/۸۰ متر بمحوطه مسقف مشاعی، کلیه واحدها آپارتمانها از مورد ثبت حق عبور دارد. [18,752,627,858]
price-item: - پارکینگ قطعه نوزدهم تفکیکی واقع در همکف بمبلغ ۱۱۰/۵۹۲/۰۰۰ ریال [222,2133,627,2150]
section-heading: قطعه ۱۶ تفکیکی : [491,444,627,461]
section-heading: قطعه ۱۰ تفکیکی : [1125,2450,1260,2467]
section-text: ششدانگ یکباب انباری بمساحت ۳/۱۹ (سه متر و نوزده دسی مترمربع) در همکف قطعه ۹ تفکیکی مجزی شده از پلاک ۲۶۱۹ واقع در شالکو سنگ اصلی بخش ۴ رشت و با حق استفاده از مشاعات طبق قانون تملک آپارتمانها و با قید به اینکه کف روی عرصه و سقف آن کف طبقه فوقانی می باشد. شمالاً: دیوار مشترک بطول ۱/۹۰ متر بقطعه ۱۰ تفکیکی شرقاً: دیوار بطول ۱/۶۸ متر پلاک ۲۶۲۰ جنوباً : دیوار بطول ۱/۹۰ متر بفضای حیاط مشاعی غرباً: درب و دیوار بطول ۱/۶۸ متر بمحوطه مسقف مشاعی. [652,2359,1261,2447]
section-heading: قطعه ۱۷ تفکیکی : [489,535,627,552]
price-item: - انباری قطعه چهاردهم تفکیکی واقع در همکف بمبلغ ۴۷/۶۱۶/۰۰۰ ریال [230,2043,627,2060]
paragraph: در نهایت ارزش ششدانگ یکبابخانه بشماره ۲۶۱۹ قطعه ۵ تفکیکی مجزی شده از شماره های ۵۵۵ و ۵۵۶ واقع در شالکو سنگ اصلی ۷۷ بخش ۴ رشت بشرح صورتمجلس تفکیکی شماره ۸۸/۶/۲۵-۳۰۹۴۱ (بشرح فوق الذکر) با احتساب ارزش حق انشعابات و متعلقات اعلامی و قدرالسهم از عرصه و مشاعات و مصالح مصرفی و قدمت آن و توجه به جمیع عوامل موثر در موضوع و اقتضائات موجود بمبلغ ۱۴/۹۳۲/۱۲۸/۰۰۰ ریال (چهارده میلیارد و نهصدوسی و دو میلیون و یکصد و بیست و هشت هزار ریال) ارزیابی و اعلام نظر میگردد. مازاد ملک ثبتی در ۲ قطعه و ثبت تاریخ ثبت ۲ ثبت رشت در بازداشت غیر نمی باشد. [18,2226,627,2332]
price-item: - آپارتمان قطعه ششم تفکیکی واقع در طبقه سوم شرقی بمبلغ ۱/۷۸۸/۴۸۰/۰۰۰ ریال [150,1900,627,1917]
price-item: - آپارتمان قطعه دوم تفکیکی واقع در طبقه اول شرقی بمبلغ ۱/۷۸۸/۴۸۰/۰۰۰ ریال [168,1829,627,1845]
left-column-body [18,9,627,1810]
paragraph: مورد رهن واقع در رشت خیابان استاد معین ، ابتدای معلم ، کوچه گلدسته ، پلاک ۱۷ ، جنب مسجد جعفری ، مجتمع مسکونی کمیل بوده و ساختمان مسکونی پنج طبقه (چهار طبقه مسکونی و یک طبقه پارکینگ) مجموعاً با ۸ واحد آپارتمان مسکونی می باشد. [18,1277,627,1329]
paragraph: مورد رهن برابر صورت مجلس تفکیکی به شماره ۸۸/۶/۲۵-۳۰۹۴۱ هشت دستگاه آپارتمان و هشت باب انباری و هشت باب پارکینگ تفکیک گردیده . [652,238,1260,272]
section-text: ششدانگ یکباب انباری بمساحت ۳/۶۶ مترمربع در همکف قطعه ۱۰ تفکیکی مجزی شده از پلاک ۲۶۱۹ واقع در شالکو سنگ اصلی بخش ۴ رشت و با حق استفاده از مشاعات طبق قانون تملک آپارتمان ها و با قید به اینکه کف روی عرصه و سقف آن کف طبقه فوقانی می باشد. شمالاً: دیوار مشترک بطول ۱/۹۰ متر بقطعه ۹ تفکیکی شرقاً: دیوار بطول ۱/۹۰ متر پلاک ۲۶۲۰ جنوباً : دیوار مشترک بطول ۱/۹۰ متر بقطعه ۱۱ تفکیکی غرباً : درب و دیوار بطول ۱/۹۰ متر بمحوطه مسقف مشاعی. [652,2450,1260,2538]
section-heading: قطعه ۱۸ تفکیکی : [496,644,627,660]
section-paragraph [18,263,627,353]
section-text: در تصرف خانم رقیه پیرو رهن کامل در قبال مبلغ ۶۵۰/۰۰۰/۰۰۰ ریال [87,1587,471,1603]
price-item: - انباری قطعه سیزدهم تفکیکی واقع در همکف بمبلغ ۴۷/۶۱۶/۰۰۰ ریال [232,2026,627,2042]
section-text: ششدانگ یک باب پارکینگ بمساحت ۱۱/۲۵ متر مربع در همکف قطعه ۱۷ تفکیکی مجزی شده از پلاک ۲۱۶۹ واقع در شالکو سنگ اصلی بخش ۴ رشت و با حق استفاده از مشاعات طبق قانون تملک آپارتمانها و با قید به اینکه کف روی عرصه و سقف آن کف طبقه فوقانی می باشد . شمالاً: خط فرضی است بطول ۲/۴۰ متر بمحوطه مسقف مشاعی شرقاً : خط فرضی است بطول ۴/۸۰ متر بقطعه ۱۸ تفکیکی جنوباً : خط فرضی است بطول ۲/۴۰ متر بمحوطه مسقف مشاعی غرباً: خط فرضی است بطول ۴/۸۰ متر بقطعه ۲۰ تفکیکی و واحدها آپارتمانها از مورد ثبت حق عبور دارد. [18,535,627,641]
section-text: ششدانگ یکباب انباری بمساحت ۲/۴۸ مترمربع در همکف قطعه ۱۲ تفکیکی مجزی شده از پلاک ۲۱۶۹ واقع در شالکو سنگ اصلی بخش ۴ رشت و با حق استفاده از مشاعات طبق قانون تملک آپارتمانها و با قید به اینکه کف روی عرصه و سقف آن کف طبقه فوقانی می باشد . شمالاً : دیوار مشترک بطول ۱/۹۰ متر بقطعه ۱۱ تفکیکی، شرقاً: دیوار بطول ۱/۳۱ متر پلاک ۲۶۲۰ ، جنوباً: دیوار مشترک بطول ۱/۹۰ متر بقطعه ۱۳ تفکیکی غرباً: درب و دیواریست بطول ۱/۳۱ متر بمحوطه مسقف مشاعی. [18,82,627,170]
section-text: عرصه ساختمان ملک مذکور به شکل مستطیل و به ضلع شمالی متصل به کوچه و ضلع غربی به میدان بوده و اعیانی آن با ساختار اسکلت بتنی و سقف تیرچه بلوک، نمای خارجی سنگ و نمای داخلی کاغذ دیواری و کف پوش سرامیک، پنجره ها آلومینیوم، درب ورودی آپارتمان ها چوبی، کابینت آشپزخانه MDF، آسانسور، سیستم گرمایش پکیج و شوفاژ و سیستم سرمایش کولر گازی می باشد. ساختمان دارای حیاط مشاعی، پارکینگ، انباری و موتورخانه می باشد. [18,1332,627,1420]
section-heading: قطعه دوم تفکیکی : [1126,625,1260,641]
section-paragraph [18,1605,627,1623]
price-item: - انباری قطعه نهم تفکیکی واقع در همکف بمبلغ ۶۱/۲۴۸/۰۰۰ ریال [259,1954,627,1971]
section-paragraph [18,535,627,642]
section-heading: طبقه اول ضلع غربی : [470,1587,627,1603]
